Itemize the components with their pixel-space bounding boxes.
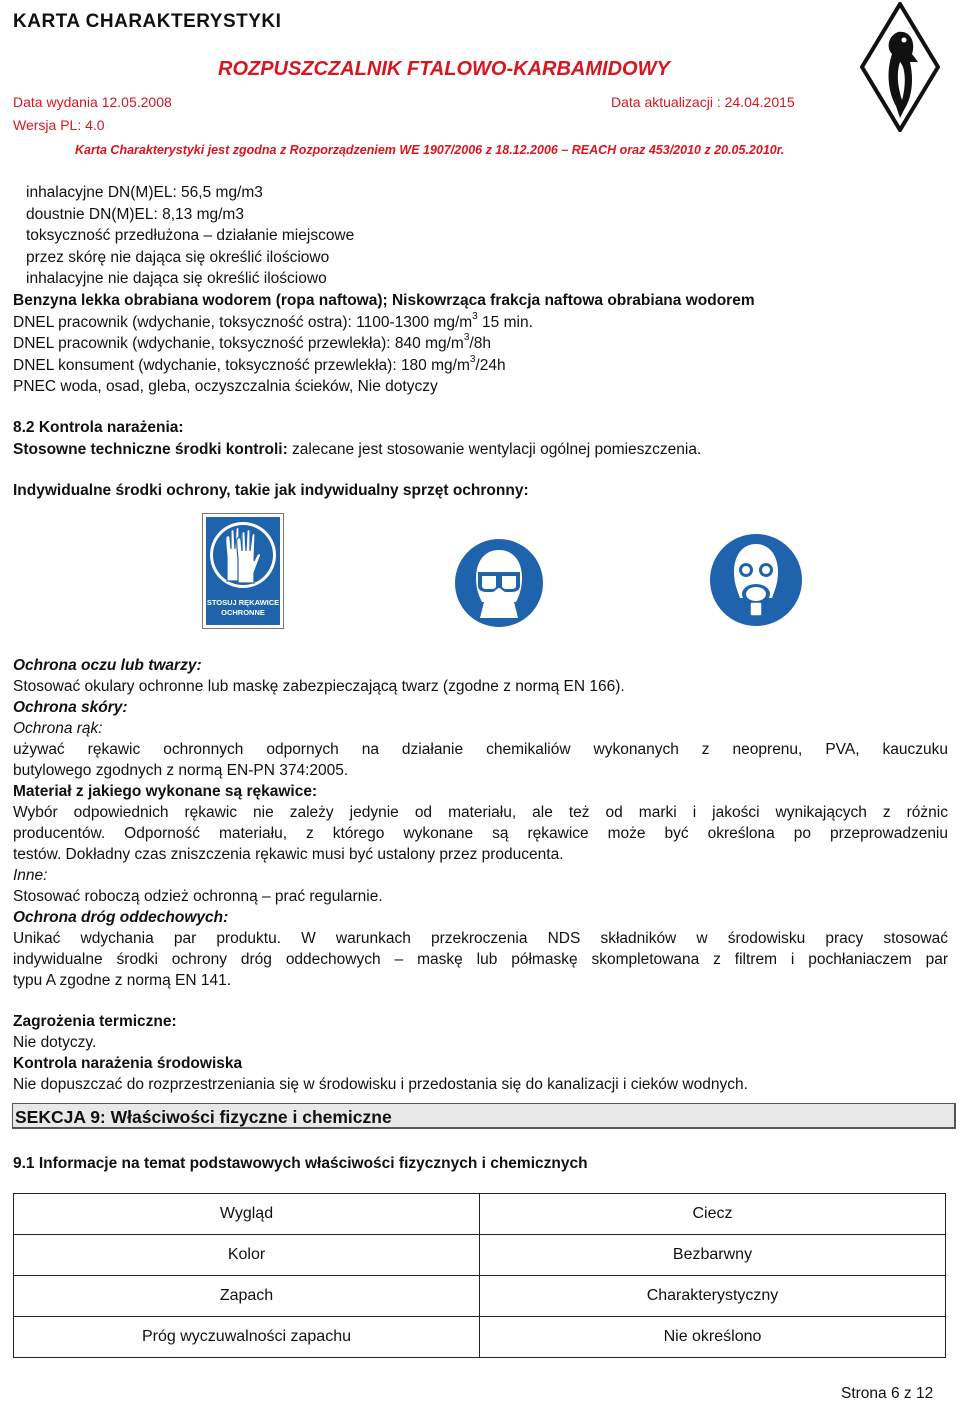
section-9-header (12, 1103, 956, 1129)
gloves-pictogram (202, 513, 284, 629)
other-protection-text: Stosować roboczą odzież ochronną – prać regularnie. (13, 888, 383, 905)
hand-protection-label: Ochrona rąk: (13, 720, 103, 737)
gloves-caption-line-1: STOSUJ RĘKAWICE (206, 598, 280, 607)
issue-date: Data wydania 12.05.2008 (13, 94, 172, 110)
glove-material-text-2: producentów. Odporność materiału, z którego wykonane są rękawice może być określona po przeprowadzeniu (13, 825, 948, 842)
respiratory-protection-text-1: Unikać wdychania par produktu. W warunkach przekroczenia NDS składników w środowisku pracy stosować (13, 930, 948, 947)
property-value: Ciecz (480, 1194, 946, 1235)
section-9-title: SEKCJA 9: Właściwości fizyczne i chemiczne (15, 1107, 392, 1127)
dnel-consumer-chronic: DNEL konsument (wdychanie, toksyczność przewlekła): 180 $mg/m^3/24h$ (13, 353, 506, 374)
update-date: Data aktualizacji : 24.04.2015 (611, 94, 795, 110)
environmental-exposure-label: Kontrola narażenia środowiska (13, 1055, 243, 1072)
dnel-oral: doustnie DN(M)EL: 8,13 mg/m3 (26, 206, 244, 223)
dermal-not-quantifiable: przez skórę nie dająca się określić ilościowo (26, 249, 330, 266)
dnel-inhalation: inhalacyjne DN(M)EL: 56,5 mg/m3 (26, 184, 263, 201)
skin-protection-label: Ochrona skóry: (13, 699, 128, 716)
property-value: Charakterystyczny (480, 1276, 946, 1317)
property-name: Kolor (14, 1235, 480, 1276)
table-row (14, 1235, 946, 1276)
thermal-hazards-text: Nie dotyczy. (13, 1034, 97, 1051)
table-row (14, 1317, 946, 1358)
physical-properties-table (13, 1193, 946, 1358)
property-name: Próg wyczuwalności zapachu (14, 1317, 480, 1358)
ppe-heading: Indywidualne środki ochrony, takie jak indywidualny sprzęt ochronny: (13, 482, 529, 499)
other-protection-label: Inne: (13, 867, 48, 884)
gloves-caption-line-2: OCHRONNE (221, 608, 265, 617)
respiratory-protection-pictogram (706, 528, 806, 628)
property-name: Zapach (14, 1276, 480, 1317)
thermal-hazards-label: Zagrożenia termiczne: (13, 1013, 177, 1030)
hand-protection-text-1: używać rękawic ochronnych odpornych na działanie chemikaliów wykonanych z neoprenu, PVA, kauczuku (13, 741, 948, 758)
document-type-title: KARTA CHARAKTERYSTYKI (13, 11, 282, 32)
glove-material-text-3: testów. Dokładny czas zniszczenia rękawic musi być ustalony przez producenta. (13, 846, 564, 863)
respiratory-protection-label: Ochrona dróg oddechowych: (13, 909, 229, 926)
glove-material-label: Materiał z jakiego wykonane są rękawice: (13, 783, 318, 800)
dnel-worker-acute: DNEL pracownik (wdychanie, toksyczność ostra): 1100-1300 $mg/m^3$ 15 min. (13, 310, 533, 331)
goggles-face-icon (476, 550, 522, 618)
section-8-2-heading: 8.2 Kontrola narażenia: (13, 419, 184, 436)
hand-protection-text-2: butylowego zgodnych z normą EN-PN 374:2005. (13, 762, 349, 779)
company-logo (860, 2, 940, 132)
eye-protection-pictogram (454, 538, 544, 628)
eye-protection-text: Stosować okulary ochronne lub maskę zabezpieczającą twarz (zgodne z normą EN 166). (13, 678, 625, 695)
pnec-line: PNEC woda, osad, gleba, oczyszczalnia ścieków, Nie dotyczy (13, 378, 438, 395)
table-row (14, 1194, 946, 1235)
property-value: Nie określono (480, 1317, 946, 1358)
substance-name-benzyna: Benzyna lekka obrabiana wodorem (ropa naftowa); Niskowrząca frakcja naftowa obrabiana wodorem (13, 292, 755, 309)
page-number: Strona 6 z 12 (841, 1385, 934, 1402)
section-9-1-heading: 9.1 Informacje na temat podstawowych właściwości fizycznych i chemicznych (13, 1155, 588, 1172)
table-row (14, 1276, 946, 1317)
respiratory-protection-text-2: indywidualne środki ochrony dróg oddechowych – maskę lub półmaskę skompletowana z filtrem i pochłaniaczem par (13, 951, 948, 968)
environmental-exposure-text: Nie dopuszczać do rozprzestrzeniania się w środowisku i przedostania się do kanalizacji i cieków wodnych. (13, 1076, 748, 1093)
respiratory-protection-text-3: typu A zgodne z normą EN 141. (13, 972, 231, 989)
glove-material-text-1: Wybór odpowiednich rękawic nie zależy jedynie od materiału, ale też od marki i jakości wynikających z różnic (13, 804, 948, 821)
product-name: ROZPUSZCZALNIK FTALOWO-KARBAMIDOWY (218, 58, 670, 80)
version: Wersja PL: 4.0 (13, 117, 105, 133)
property-name: Wygląd (14, 1194, 480, 1235)
dnel-worker-chronic: DNEL pracownik (wdychanie, toksyczność przewlekła): 840 $mg/m^3/8h$ (13, 331, 491, 352)
long-term-local-toxicity: toksyczność przedłużona – działanie miejscowe (26, 227, 355, 244)
eye-protection-label: Ochrona oczu lub twarzy: (13, 657, 202, 674)
regulation-compliance-note: Karta Charakterystyki jest zgodna z Rozporządzeniem WE 1907/2006 z 18.12.2006 – REACH oraz 453/2010 z 20.05.2010r. (75, 143, 785, 157)
inhalation-not-quantifiable: inhalacyjne nie dająca się określić ilościowo (26, 270, 327, 287)
property-value: Bezbarwny (480, 1235, 946, 1276)
technical-controls: Stosowne techniczne środki kontroli: zalecane jest stosowanie wentylacji ogólnej pomieszczenia. (13, 441, 702, 458)
